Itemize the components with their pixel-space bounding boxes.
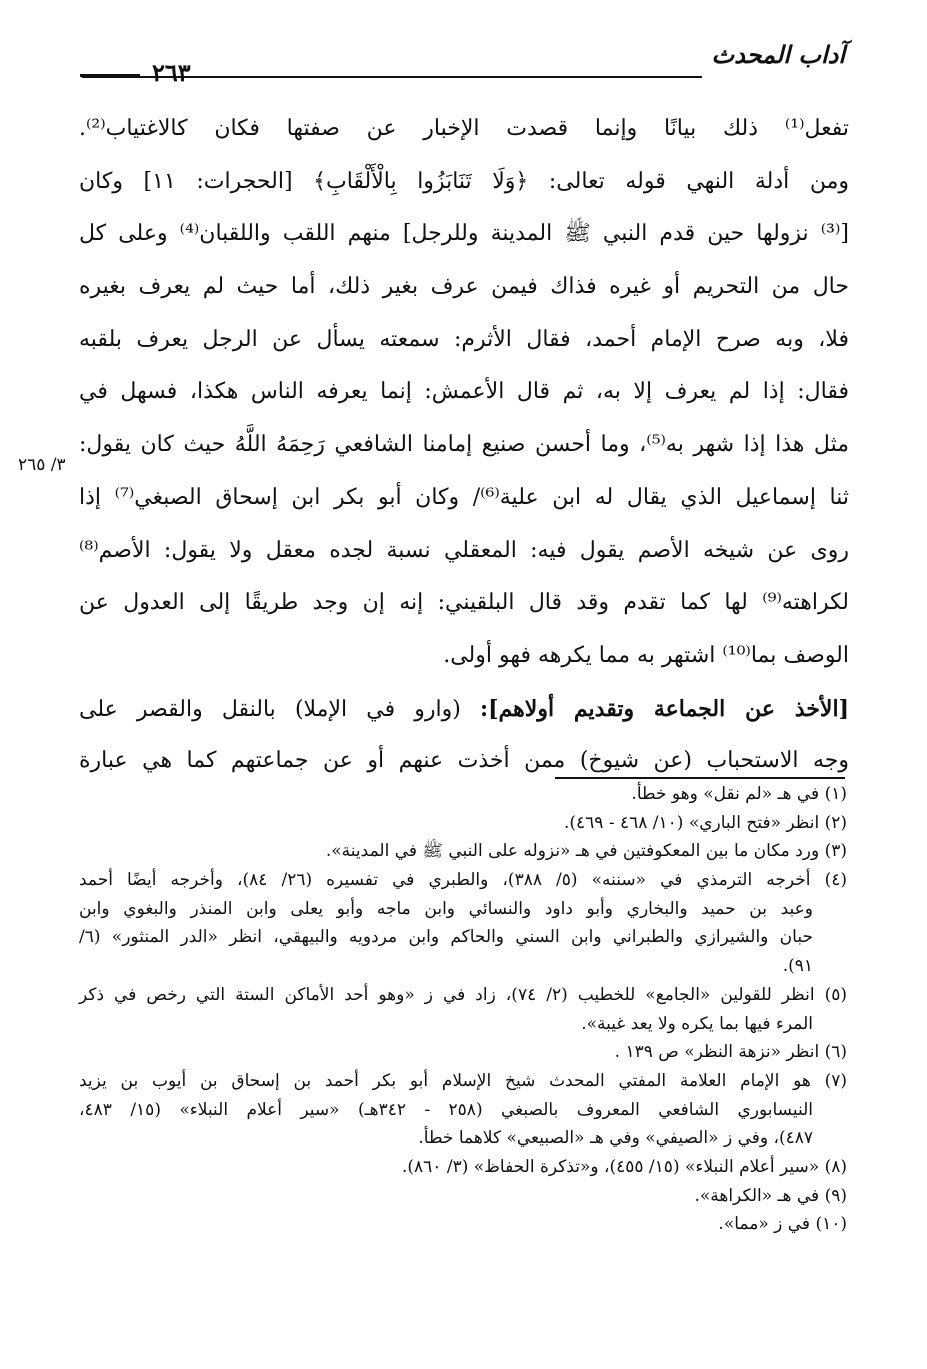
text-line: وجه الاستحباب (عن شيوخ) ممن أخذت عنهم أو عن جماعتهم كما هي عبارة: [79, 748, 849, 774]
footnote-text: حبان والشيرازي والطبراني وابن السني والحاكم وابن مردويه والبيهقي، انظر «الدر المنثور» (٦/: [79, 927, 813, 948]
text-line: مثل هذا إذا شهر به⁽⁵⁾، وما أحسن صنيع إمامنا الشافعي رَحِمَهُ اللَّهُ حيث كان يقول:: [79, 432, 849, 458]
text-line: فقال: إذا لم يعرف إلا به، ثم قال الأعمش: إنما يعرفه الناس هكذا، فسهل في: [79, 379, 849, 405]
footnote-text: ٩١).: [782, 956, 813, 977]
footnote-text: (٥) انظر للقولين «الجامع» للخطيب (٢/ ٧٤)، زاد في ز «وهو أحد الأماكن الستة التي رخص في ذكر: [79, 984, 847, 1005]
main-text: [79, 103, 849, 788]
footnote: [79, 1182, 847, 1211]
footnote: [79, 1210, 847, 1239]
footnote-text: (٨) «سير أعلام النبلاء» (١٥/ ٤٥٥)، و«تذكرة الحفاظ» (٣/ ٨٦٠).: [402, 1156, 847, 1177]
footnote: [79, 837, 847, 866]
page-number: ٢٦٣: [152, 58, 191, 87]
footnote: [79, 866, 847, 981]
footnote: [79, 1067, 847, 1153]
footnote-text: (٧) هو الإمام العلامة المفتي المحدث شيخ الإسلام أبو بكر أحمد بن إسحاق بن أيوب بن يزيد: [79, 1070, 847, 1091]
footnote-text: (٦) انظر «نزهة النظر» ص ١٣٩ .: [614, 1042, 847, 1063]
section-heading: [الأخذ عن الجماعة وتقديم أولاهم]:: [480, 695, 849, 722]
footnote-text: (١) في هـ «لم نقل» وهو خطأ.: [631, 784, 847, 804]
text-line: الوصف بما⁽¹⁰⁾ اشتهر به مما يكرهه فهو أولى.: [443, 642, 849, 668]
footnote-text: النيسابوري الشافعي المعروف بالصبغي (٢٥٨ - ٣٤٢هـ) «سير أعلام النبلاء» (١٥/ ٤٨٣،: [79, 1099, 813, 1120]
text-line: [⁽³⁾ نزولها حين قدم النبي ﷺ المدينة وللرجل] منهم اللقب واللقبان⁽⁴⁾ وعلى كل: [79, 221, 849, 247]
footnote: [79, 780, 847, 809]
footnote-text: (١٠) في ز «مما».: [718, 1214, 847, 1235]
footnote-text: ٤٨٧)، وفي ز «الصيفي» وفي هـ «الصبيعي» كلاهما خطأ.: [418, 1128, 813, 1149]
footnote-text: وعبد بن حميد والبخاري وأبو داود والنسائي وابن ماجه وأبو يعلى وابن المنذر والبغوي وابن: [79, 898, 813, 919]
footnote: [79, 981, 847, 1038]
text-line: فلا، وبه صرح الإمام أحمد، فقال الأثرم: سمعته يسأل عن الرجل يعرف بلقبه: [79, 326, 849, 352]
text-line: حال من التحريم أو غيره فذاك فيمن عرف بغير ذلك، أما حيث لم يعرف بغيره: [79, 274, 849, 300]
section-line: [79, 683, 849, 736]
footnote-text: (٢) انظر «فتح الباري» (١٠/ ٤٦٨ - ٤٦٩).: [563, 812, 847, 833]
footnote-text: (٤) أخرجه الترمذي في «سننه» (٥/ ٣٨٨)، والطبري في تفسيره (٢٦/ ٨٤)، وأخرجه أيضًا أحمد: [79, 870, 847, 891]
footnote: [79, 1038, 847, 1067]
footnote-text: (٣) ورد مكان ما بين المعكوفتين في هـ «نزوله على النبي ﷺ في المدينة».: [325, 841, 847, 862]
text-line: روى عن شيخه الأصم يقول فيه: المعقلي نسبة لجده معقل ولا يقول: الأصم⁽⁸⁾: [79, 537, 849, 563]
margin-page-reference: ٣/ ٢٦٥: [18, 455, 66, 475]
text-line: ومن أدلة النهي قوله تعالى: ﴿وَلَا تَنَابَزُوا بِالْأَلْقَابِ﴾ [الحجرات: ١١] وكان: [79, 168, 849, 194]
footnote-separator: [555, 777, 845, 779]
footnote-text: (٩) في هـ «الكراهة».: [694, 1185, 847, 1206]
text-line: تفعل⁽¹⁾ ذلك بيانًا وإنما قصدت الإخبار عن صفتها فكان كالاغتياب⁽²⁾.: [79, 116, 849, 141]
text-line: ثنا إسماعيل الذي يقال له ابن علية⁽⁶⁾/ وكان أبو بكر ابن إسحاق الصبغي⁽⁷⁾ إذا: [79, 484, 849, 510]
footnote: [79, 1153, 847, 1182]
footnotes: [79, 780, 847, 1239]
running-title: آداب المحدث: [711, 40, 845, 69]
footnote-text: المرء فيها بما يكره ولا يعد غيبة».: [581, 1013, 813, 1034]
text-line: لكراهته⁽⁹⁾ لها كما تقدم وقد قال البلقيني: إنه إن وجد طريقًا إلى العدول عن: [79, 590, 849, 616]
section-line-text: (وارو في الإملا) بالنقل والقصر على: [79, 696, 480, 722]
header-dash: [80, 74, 140, 77]
footnote: [79, 809, 847, 838]
